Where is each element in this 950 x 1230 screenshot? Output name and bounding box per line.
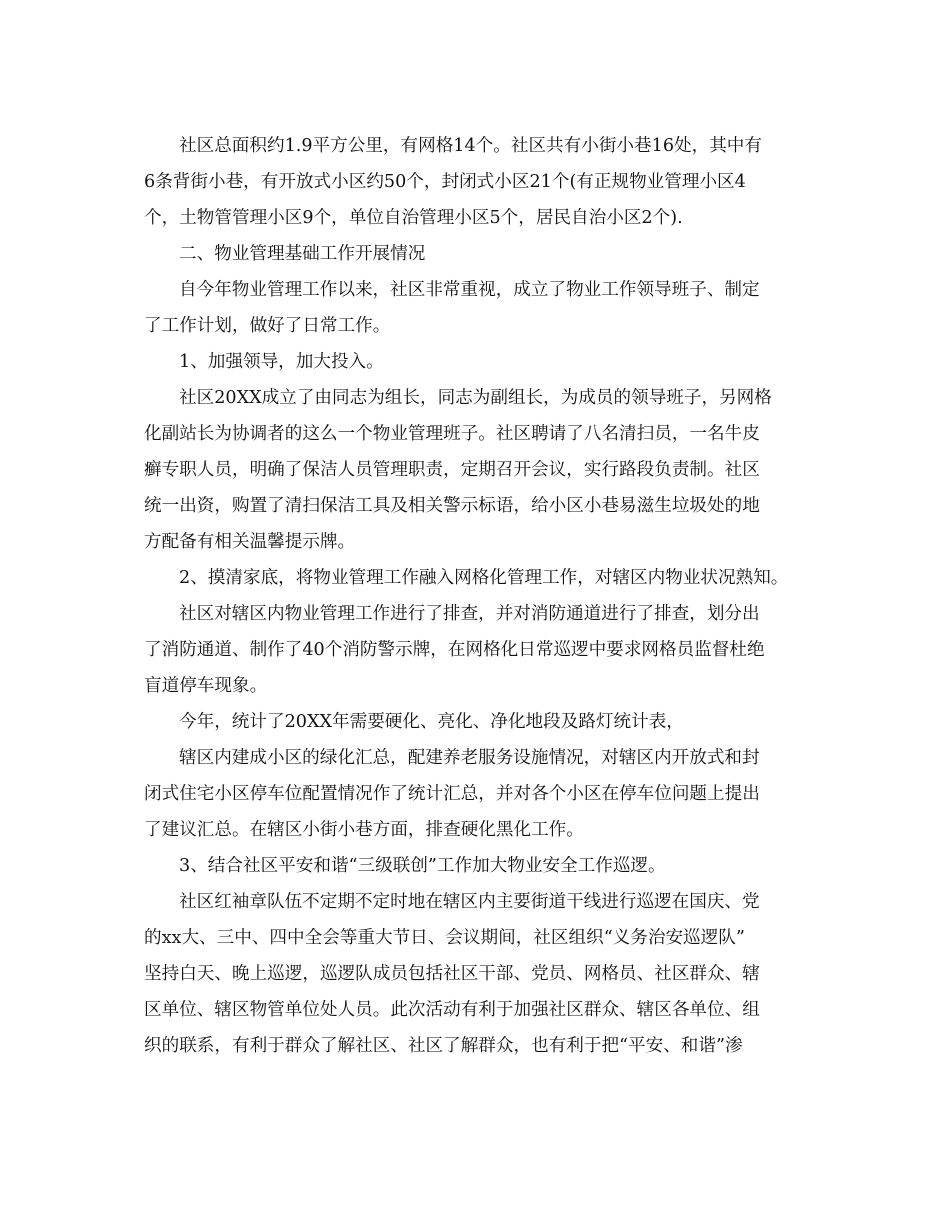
paragraph-line: 癣专职人员，明确了保洁人员管理职责，定期召开会议，实行路段负责制。社区 — [144, 460, 760, 480]
paragraph-line: 区单位、辖区物管单位处人员。此次活动有利于加强社区群众、辖区各单位、组 — [144, 1000, 760, 1020]
paragraph-line: 闭式住宅小区停车位配置情况作了统计汇总，并对各个小区在停车位问题上提出 — [144, 784, 760, 804]
paragraph-line: 社区总面积约1.9平方公里，有网格14个。社区共有小街小巷16处，其中有 — [179, 136, 762, 156]
subsection-heading: 2、摸清家底，将物业管理工作融入网格化管理工作，对辖区内物业状况熟知。 — [179, 568, 789, 588]
paragraph-line: 坚持白天、晚上巡逻，巡逻队成员包括社区干部、党员、网格员、社区群众、辖 — [144, 964, 760, 984]
paragraph-line: 6条背街小巷，有开放式小区约50个，封闭式小区21个(有正规物业管理小区4 — [144, 172, 746, 192]
section-heading: 二、物业管理基础工作开展情况 — [179, 244, 426, 264]
paragraph-line: 化副站长为协调者的这么一个物业管理班子。社区聘请了八名清扫员，一名牛皮 — [144, 424, 760, 444]
paragraph-line: 社区对辖区内物业管理工作进行了排查，并对消防通道进行了排查，划分出 — [179, 604, 760, 624]
paragraph-line: 统一出资，购置了清扫保洁工具及相关警示标语，给小区小巷易滋生垃圾处的地 — [144, 496, 760, 516]
paragraph-line: 了消防通道、制作了40个消防警示牌，在网格化日常巡逻中要求网格员监督杜绝 — [144, 640, 765, 660]
paragraph-line: 今年，统计了20XX年需要硬化、亮化、净化地段及路灯统计表， — [179, 712, 684, 732]
paragraph-line: 方配备有相关温馨提示牌。 — [144, 532, 356, 552]
paragraph-line: 的xx大、三中、四中全会等重大节日、会议期间，社区组织“义务治安巡逻队” — [144, 928, 745, 948]
paragraph-line: 社区20XX成立了由同志为组长，同志为副组长，为成员的领导班子，另网格 — [179, 388, 772, 408]
subsection-heading: 1、加强领导，加大投入。 — [179, 352, 384, 372]
subsection-heading: 3、结合社区平安和谐“三级联创”工作加大物业安全工作巡逻。 — [179, 856, 666, 876]
document-body — [144, 128, 824, 1064]
paragraph-line: 盲道停车现象。 — [144, 676, 268, 696]
paragraph-line: 织的联系，有利于群众了解社区、社区了解群众，也有利于把“平安、和谐”渗 — [144, 1036, 743, 1056]
paragraph-line: 了建议汇总。在辖区小街小巷方面，排查硬化黑化工作。 — [144, 820, 584, 840]
paragraph-line: 了工作计划，做好了日常工作。 — [144, 316, 391, 336]
paragraph-line: 辖区内建成小区的绿化汇总，配建养老服务设施情况，对辖区内开放式和封 — [179, 748, 760, 768]
paragraph-line: 自今年物业管理工作以来，社区非常重视，成立了物业工作领导班子、制定 — [179, 280, 760, 300]
paragraph-line: 社区红袖章队伍不定期不定时地在辖区内主要街道干线进行巡逻在国庆、党 — [179, 892, 760, 912]
paragraph-line: 个，土物管管理小区9个，单位自治管理小区5个，居民自治小区2个). — [144, 208, 683, 228]
